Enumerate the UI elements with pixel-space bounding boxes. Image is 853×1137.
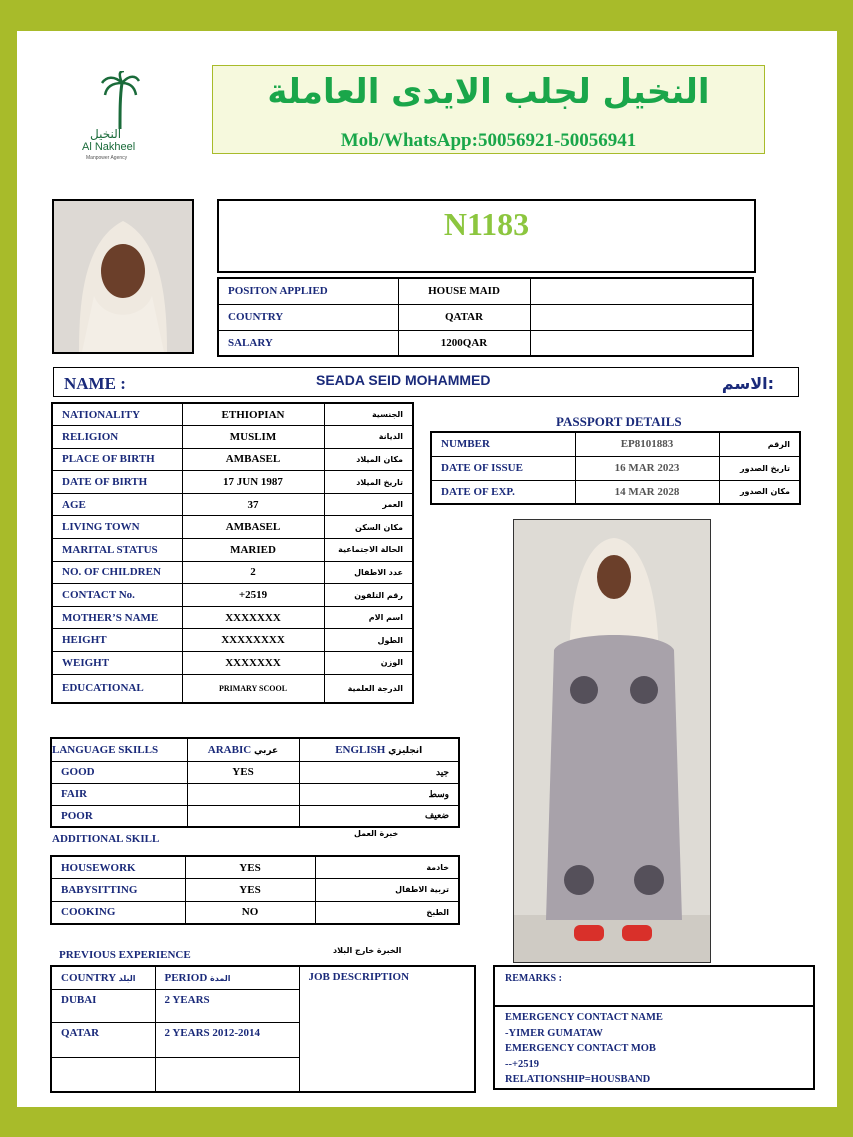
experience-title-ar: الخبرة خارج البلاد bbox=[333, 946, 402, 955]
remarks-line: EMERGENCY CONTACT MOB bbox=[505, 1043, 656, 1054]
passport-label-ar: تاريخ الصدور bbox=[719, 456, 800, 480]
field-label-ar: الحالة الاجتماعية bbox=[324, 539, 413, 562]
exp-country: QATAR bbox=[51, 1022, 155, 1057]
experience-table bbox=[50, 965, 476, 1093]
english-header bbox=[299, 738, 459, 761]
passport-label: DATE OF ISSUE bbox=[431, 456, 575, 480]
passport-label-ar: الرقم bbox=[719, 432, 800, 456]
english-label-ar: انجليزي bbox=[388, 745, 423, 756]
fair-ar: وسط bbox=[299, 783, 459, 805]
good-ar: جيد bbox=[299, 761, 459, 783]
table-row bbox=[52, 652, 413, 675]
table-row bbox=[51, 783, 459, 805]
additional-skill-table bbox=[50, 855, 460, 925]
skill-label-ar: الطبخ bbox=[315, 901, 459, 924]
ref-code: N1183 bbox=[443, 206, 530, 242]
table-row bbox=[218, 304, 753, 330]
full-name: SEADA SEID MOHAMMED bbox=[316, 372, 491, 388]
field-value: +2519 bbox=[182, 584, 324, 607]
ref-code-box bbox=[217, 199, 756, 273]
table-row bbox=[52, 516, 413, 539]
field-value: 2 bbox=[182, 561, 324, 584]
field-label-ar: مكان السكن bbox=[324, 516, 413, 539]
logo-subtitle: Manpower Agency bbox=[86, 155, 128, 161]
field-value: AMBASEL bbox=[182, 448, 324, 471]
language-header: LANGUAGE SKILLS bbox=[51, 738, 187, 761]
empty-cell bbox=[530, 330, 753, 356]
full-body-photo bbox=[513, 519, 711, 963]
passport-label: DATE OF EXP. bbox=[431, 480, 575, 504]
table-row bbox=[52, 448, 413, 471]
skill-label-ar: خادمة bbox=[315, 856, 459, 879]
skill-value: YES bbox=[185, 879, 315, 902]
skill-label: HOUSEWORK bbox=[51, 856, 185, 879]
field-label-ar: عدد الاطفال bbox=[324, 561, 413, 584]
field-label: DATE OF BIRTH bbox=[52, 471, 182, 494]
table-row bbox=[52, 539, 413, 562]
table-row bbox=[52, 629, 413, 652]
field-label: CONTACT No. bbox=[52, 584, 182, 607]
table-row bbox=[431, 480, 800, 504]
remarks-line: EMERGENCY CONTACT NAME bbox=[505, 1012, 663, 1023]
field-value: AMBASEL bbox=[182, 516, 324, 539]
portrait-photo bbox=[52, 199, 194, 354]
field-value: XXXXXXX bbox=[182, 606, 324, 629]
period-col-ar: المدة bbox=[210, 973, 231, 983]
exp-country: DUBAI bbox=[51, 989, 155, 1022]
field-value: MARIED bbox=[182, 539, 324, 562]
remarks-line: RELATIONSHIP=HOUSBAND bbox=[505, 1074, 651, 1085]
language-table bbox=[50, 737, 460, 828]
skill-label: BABYSITTING bbox=[51, 879, 185, 902]
agency-title-arabic: النخيل لجلب الايدى العاملة bbox=[267, 72, 710, 112]
field-label: NO. OF CHILDREN bbox=[52, 561, 182, 584]
field-label: EDUCATIONAL bbox=[52, 674, 182, 703]
header-box bbox=[212, 65, 765, 154]
arabic-label-ar: عربي bbox=[253, 745, 279, 756]
passport-label: NUMBER bbox=[431, 432, 575, 456]
table-row bbox=[51, 805, 459, 827]
field-label-ar: رقم التلفون bbox=[324, 584, 413, 607]
country-col-ar: البلد bbox=[118, 973, 136, 983]
arabic-label: ARABIC bbox=[207, 743, 252, 756]
table-row bbox=[51, 879, 459, 902]
passport-value: EP8101883 bbox=[575, 432, 719, 456]
field-label: HEIGHT bbox=[52, 629, 182, 652]
position-label: POSITON APPLIED bbox=[218, 278, 398, 304]
logo-arabic: النخيل bbox=[90, 127, 122, 141]
table-row bbox=[218, 330, 753, 356]
field-label: WEIGHT bbox=[52, 652, 182, 675]
period-header bbox=[155, 966, 299, 989]
country-value: QATAR bbox=[398, 304, 530, 330]
remarks-line: --+2519 bbox=[505, 1058, 539, 1070]
country-header bbox=[51, 966, 155, 989]
field-label: MOTHER’S NAME bbox=[52, 606, 182, 629]
field-value: XXXXXXXX bbox=[182, 629, 324, 652]
table-row bbox=[52, 426, 413, 449]
empty-cell bbox=[530, 278, 753, 304]
exp-country bbox=[51, 1057, 155, 1092]
country-col: COUNTRY bbox=[61, 971, 116, 984]
skill-value: YES bbox=[185, 856, 315, 879]
position-table bbox=[217, 277, 754, 357]
table-row bbox=[51, 966, 475, 989]
field-label: RELIGION bbox=[52, 426, 182, 449]
exp-period: 2 YEARS bbox=[155, 989, 299, 1022]
field-label-ar: الدرجة العلمية bbox=[324, 674, 413, 703]
table-row bbox=[431, 432, 800, 456]
field-label-ar: تاريخ الميلاد bbox=[324, 471, 413, 494]
field-label: NATIONALITY bbox=[52, 403, 182, 426]
name-label: NAME : bbox=[64, 374, 126, 393]
table-row bbox=[51, 901, 459, 924]
remarks-lines bbox=[505, 1010, 663, 1088]
field-label: LIVING TOWN bbox=[52, 516, 182, 539]
field-value: MUSLIM bbox=[182, 426, 324, 449]
table-row bbox=[431, 456, 800, 480]
field-label-ar: الديانة bbox=[324, 426, 413, 449]
field-value: ETHIOPIAN bbox=[182, 403, 324, 426]
table-row bbox=[218, 278, 753, 304]
field-label-ar: الجنسية bbox=[324, 403, 413, 426]
poor-arabic bbox=[187, 805, 299, 827]
field-label: MARITAL STATUS bbox=[52, 539, 182, 562]
exp-period bbox=[155, 1057, 299, 1092]
job-description-header: JOB DESCRIPTION bbox=[299, 966, 475, 1092]
logo-name: Al Nakheel bbox=[82, 141, 136, 153]
field-value: 17 JUN 1987 bbox=[182, 471, 324, 494]
good-label: GOOD bbox=[51, 761, 187, 783]
salary-value: 1200QAR bbox=[398, 330, 530, 356]
skill-label: COOKING bbox=[51, 901, 185, 924]
salary-label: SALARY bbox=[218, 330, 398, 356]
passport-label-ar: مكان الصدور bbox=[719, 480, 800, 504]
position-value: HOUSE MAID bbox=[398, 278, 530, 304]
personal-details-table bbox=[51, 402, 414, 704]
table-row bbox=[51, 738, 459, 761]
fair-label: FAIR bbox=[51, 783, 187, 805]
table-row bbox=[51, 856, 459, 879]
poor-label: POOR bbox=[51, 805, 187, 827]
passport-title: PASSPORT DETAILS bbox=[556, 414, 682, 429]
arabic-header bbox=[187, 738, 299, 761]
field-label-ar: اسم الام bbox=[324, 606, 413, 629]
passport-table bbox=[430, 431, 801, 505]
agency-contact: Mob/WhatsApp:50056921-50056941 bbox=[340, 130, 637, 151]
field-label-ar: الطول bbox=[324, 629, 413, 652]
poor-ar: ضعيف bbox=[299, 805, 459, 827]
field-value: XXXXXXX bbox=[182, 652, 324, 675]
remarks-divider bbox=[495, 1005, 813, 1007]
remarks-label: REMARKS : bbox=[505, 973, 562, 984]
field-label-ar: الوزن bbox=[324, 652, 413, 675]
empty-cell bbox=[530, 304, 753, 330]
field-value: 37 bbox=[182, 493, 324, 516]
name-bar bbox=[53, 367, 799, 397]
table-row bbox=[52, 403, 413, 426]
table-row bbox=[52, 584, 413, 607]
remarks-line: -YIMER GUMATAW bbox=[505, 1027, 603, 1039]
skill-value: NO bbox=[185, 901, 315, 924]
agency-logo bbox=[60, 65, 150, 165]
passport-value: 16 MAR 2023 bbox=[575, 456, 719, 480]
fair-arabic bbox=[187, 783, 299, 805]
table-row bbox=[52, 674, 413, 703]
exp-period: 2 YEARS 2012-2014 bbox=[155, 1022, 299, 1057]
field-label: AGE bbox=[52, 493, 182, 516]
english-label: ENGLISH bbox=[335, 743, 386, 756]
field-label-ar: العمر bbox=[324, 493, 413, 516]
table-row bbox=[52, 561, 413, 584]
palm-tree-icon bbox=[100, 71, 140, 129]
remarks-box bbox=[493, 965, 815, 1090]
table-row bbox=[52, 471, 413, 494]
table-row bbox=[51, 761, 459, 783]
table-row bbox=[52, 493, 413, 516]
country-label: COUNTRY bbox=[218, 304, 398, 330]
passport-value: 14 MAR 2028 bbox=[575, 480, 719, 504]
field-label-ar: مكان الميلاد bbox=[324, 448, 413, 471]
skill-label-ar: تربية الاطفال bbox=[315, 879, 459, 902]
good-arabic: YES bbox=[187, 761, 299, 783]
field-value: PRIMARY SCOOL bbox=[182, 674, 324, 703]
experience-title: PREVIOUS EXPERIENCE bbox=[59, 949, 191, 961]
table-row bbox=[52, 606, 413, 629]
additional-skill-title: ADDITIONAL SKILL bbox=[52, 833, 160, 845]
additional-skill-title-ar: خبرة العمل bbox=[354, 829, 399, 838]
name-label-arabic: الاسم: bbox=[721, 374, 774, 393]
period-col: PERIOD bbox=[164, 971, 208, 984]
field-label: PLACE OF BIRTH bbox=[52, 448, 182, 471]
